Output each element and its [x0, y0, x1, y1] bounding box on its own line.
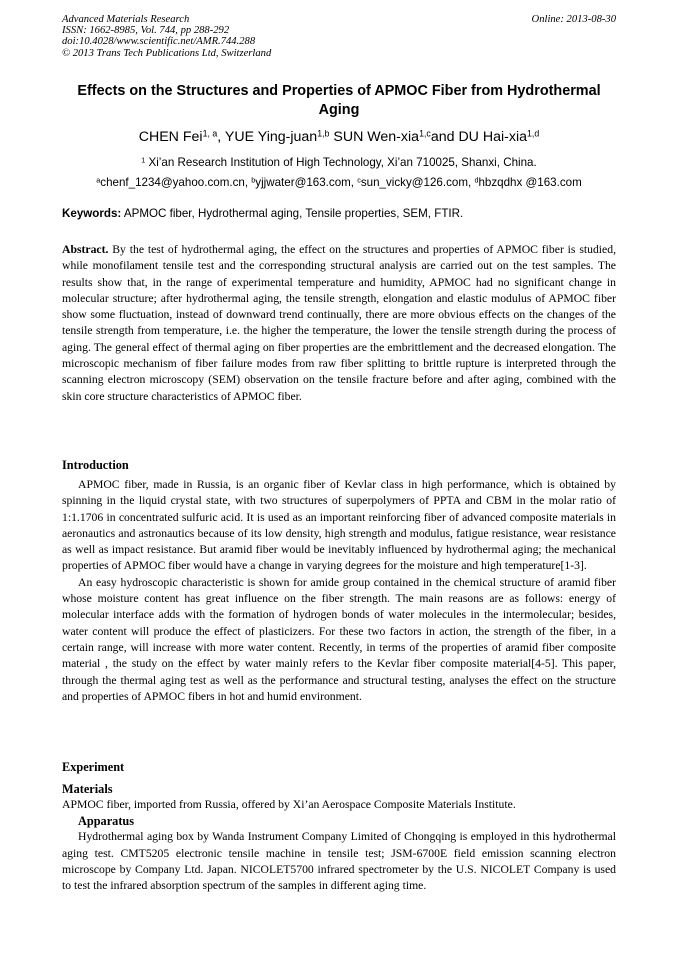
author-affil-mark: 1,b	[317, 128, 330, 139]
experiment-section	[62, 759, 616, 894]
apparatus-text: Hydrothermal aging box by Wanda Instrument Company Limited of Chongqing is employed in this hydrothermal aging test. CMT5205 electronic tensile machine in tensile test; JSM-6700E field emission scanning electron microscope by Company Ltd. Japan. NICOLET5700 infrared spectrometer by the U.S. NICOLET Company is used to test the infrared absorption spectrum of the samples in different aging time.	[62, 830, 616, 893]
keywords-text: APMOC fiber, Hydrothermal aging, Tensile properties, SEM, FTIR.	[121, 207, 464, 220]
introduction-paragraph: An easy hydroscopic characteristic is shown for amide group contained in the chemical structure of aramid fiber whose moisture content has great influence on the fiber strength. The main reasons are as follows: energy of molecular interface adds with the formation of hydrogen bonds of water molecules in the intermolecular; besides, water content will produce the effect of plasticizers. For these two factors in action, the strength of the fiber, in a certain range, will increase with more water content. Recently, in terms of the properties of aramid fiber composite material , the study on the effect by water mainly refers to the Kevlar fiber composite material[4-5]. This paper, through the thermal aging test as well as the performance and structural testing, analyses the effect on the structure and properties of APMOC fibers in hot and humid environment.	[62, 575, 616, 703]
author-name: DU Hai-xia	[458, 129, 528, 145]
paper-title: Effects on the Structures and Properties of APMOC Fiber from Hydrothermal Aging	[77, 83, 601, 118]
author-name: YUE Ying-juan	[224, 129, 318, 145]
affiliation-mark: 1	[141, 155, 146, 165]
email-address: chenf_1234@yahoo.com.cn,	[100, 176, 252, 189]
experiment-heading: Experiment	[62, 760, 125, 774]
email-address: yjjwater@163.com,	[255, 176, 358, 189]
journal-doi: doi:10.4028/www.scientific.net/AMR.744.288	[62, 36, 256, 48]
introduction-section	[62, 457, 616, 705]
email-address: sun_vicky@126.com,	[360, 176, 475, 189]
materials-heading: Materials	[62, 782, 113, 796]
abstract	[62, 242, 616, 405]
email-mark: b	[251, 175, 256, 185]
online-date: Online: 2013-08-30	[531, 14, 616, 25]
author-separator: ,	[217, 129, 225, 145]
author-name: CHEN Fei	[138, 129, 203, 145]
author-emails	[62, 176, 616, 190]
email-mark: a	[96, 175, 101, 185]
apparatus-heading: Apparatus	[78, 814, 135, 829]
keywords-label: Keywords:	[62, 207, 122, 220]
introduction-heading: Introduction	[62, 458, 129, 472]
author-name: SUN Wen-xia	[333, 129, 420, 145]
email-mark: c	[357, 175, 361, 185]
author-affil-mark: 1, a	[202, 128, 218, 139]
author-affil-mark: 1,c	[419, 128, 431, 139]
abstract-label: Abstract.	[62, 243, 109, 256]
affiliation	[62, 156, 616, 170]
materials-text: APMOC fiber, imported from Russia, offered by Xi’an Aerospace Composite Materials Institute.	[62, 798, 516, 811]
email-address: hbzqdhx @163.com	[478, 176, 582, 189]
affiliation-text: Xi’an Research Institution of High Technology, Xi’an 710025, Shanxi, China.	[145, 156, 537, 169]
abstract-text: By the test of hydrothermal aging, the effect on the structures and properties of APMOC fiber is studied, while monofilament tensile test and the corresponding structural analysis are carried out on the test samples. The results show that, in the range of experimental temperature and humidity, APMOC had no significant change in molecular structure; after hydrothermal aging, the tensile strength, elongation and elastic modulus of APMOC fiber show some fluctuation, instead of downward trend continually, there are more obvious effects on the changes of the tensile strength from temperature, i.e. the higher the temperature, the lower the tensile strength during the process of aging. The general effect of thermal aging on fiber properties are the embrittlement and the decreased elongation. The microscopic mechanism of fiber failure modes from raw fiber splitting to brittle rupture is interpreted through the scanning electron microscopy (SEM) observation on the tensile fracture before and after aging, combined with the skin core structure characteristics of APMOC fiber.	[62, 243, 616, 403]
author-list	[62, 128, 616, 146]
introduction-paragraph: APMOC fiber, made in Russia, is an organic fiber of Kevlar class in high performance, which is obtained by spinning in the liquid crystal state, with two structures of superpolymers of PPTA and CBM in the molar ratio of 1:1.1706 in concentrated sulfuric acid. It is used as an important reinforcing fiber of advanced composite materials in aeronautics and astronautics because of its low density, high strength and modulus, fatigue resistance, wear resistance as well as impact resistance. But aramid fiber would be inevitably influenced by hydrothermal aging; the mechanical properties of APMOC fiber would have a change in varying degrees for the moisture and high temperature[1-3].	[62, 478, 616, 573]
journal-name: Advanced Materials Research	[62, 14, 190, 25]
author-separator: and	[430, 129, 459, 145]
author-affil-mark: 1,d	[527, 128, 540, 139]
journal-header	[62, 14, 616, 59]
journal-issn: ISSN: 1662-8985, Vol. 744, pp 288-292	[62, 25, 230, 37]
email-mark: d	[474, 175, 479, 185]
keywords	[62, 207, 616, 221]
journal-copyright: © 2013 Trans Tech Publications Ltd, Switzerland	[62, 47, 272, 59]
